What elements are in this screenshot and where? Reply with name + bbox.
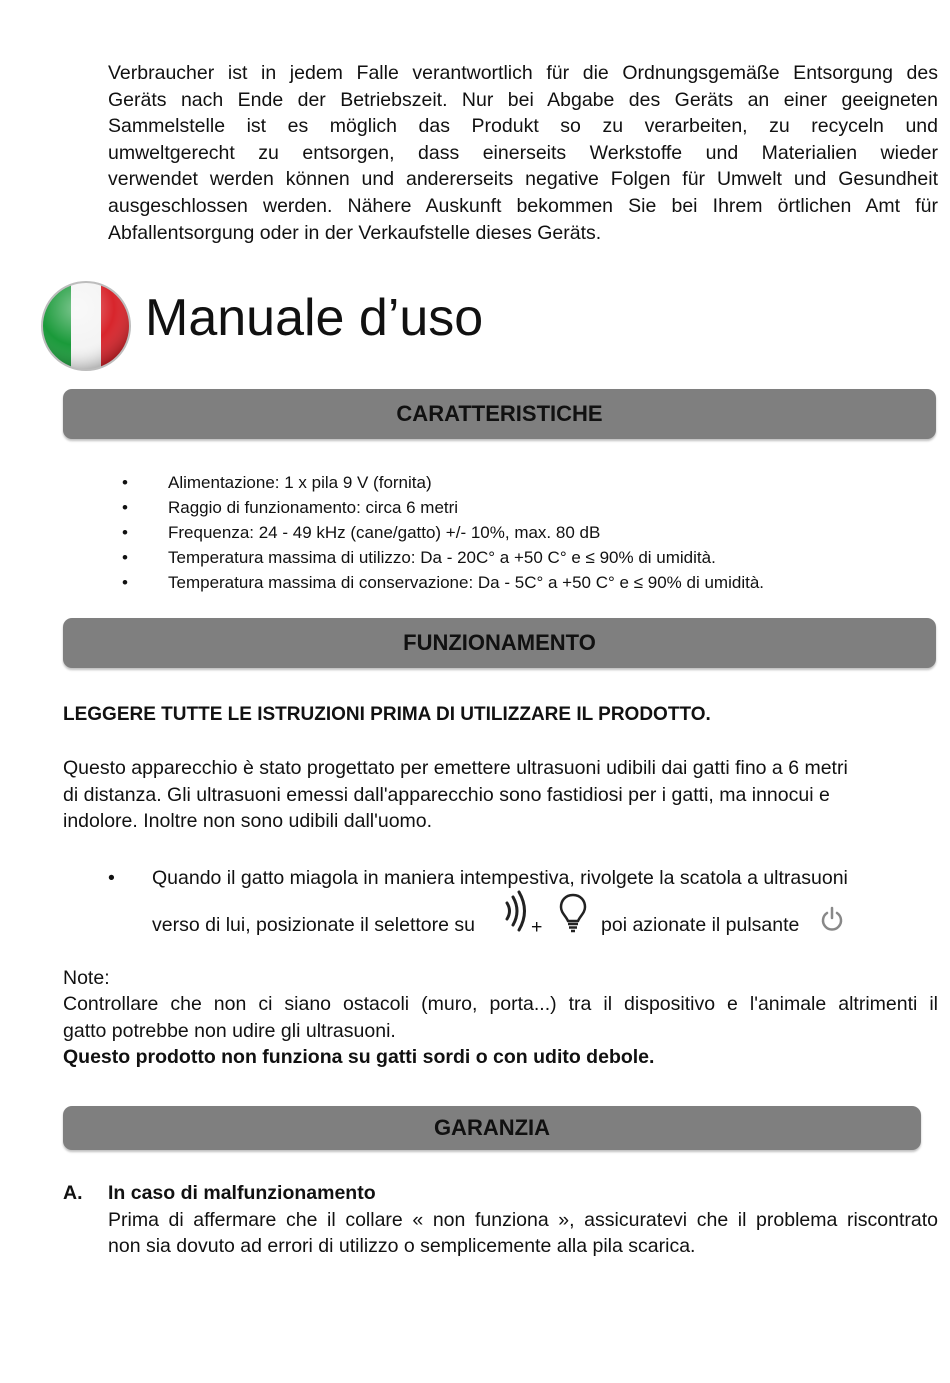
note-bold-line: Questo prodotto non funziona su gatti sordi o con udito debole. bbox=[63, 1046, 655, 1069]
note-line: gatto potrebbe non udire gli ultrasuoni. bbox=[63, 1019, 396, 1042]
bullet: • bbox=[122, 548, 128, 567]
note-paragraph bbox=[63, 991, 938, 1071]
warranty-item-letter: A. bbox=[63, 1182, 83, 1204]
light-bulb-icon bbox=[558, 892, 588, 934]
description-line: Questo apparecchio è stato progettato per emettere ultrasuoni udibili dai gatti fino a 6 metri bbox=[63, 757, 848, 779]
bullet: • bbox=[122, 498, 128, 517]
italian-flag-icon bbox=[40, 280, 132, 372]
warranty-item-title: In caso di malfunzionamento bbox=[108, 1182, 376, 1204]
warranty-banner bbox=[63, 1106, 921, 1150]
bullet: • bbox=[122, 523, 128, 542]
warranty-heading: GARANZIA bbox=[433, 1115, 551, 1140]
features-banner bbox=[63, 389, 936, 439]
features-heading: CARATTERISTICHE bbox=[396, 401, 603, 426]
manual-title: Manuale d’uso bbox=[145, 289, 484, 347]
feature-text: Temperatura massima di conservazione: Da - 5C° a +50 C° e ≤ 90% di umidità. bbox=[168, 573, 764, 592]
description-paragraph bbox=[63, 755, 923, 835]
intro-line: Geräts nach Ende der Betriebszeit. Nur bei Abgabe des Geräts an einer geeigneten bbox=[108, 88, 938, 111]
step-line: Quando il gatto miagola in maniera intempestiva, rivolgete la scatola a ultrasuoni bbox=[152, 867, 848, 889]
description-line: indolore. Inoltre non sono udibili dall'uomo. bbox=[63, 810, 433, 833]
operation-banner bbox=[63, 618, 936, 668]
feature-text: Raggio di funzionamento: circa 6 metri bbox=[168, 498, 459, 517]
warranty-item-line: Prima di affermare che il collare « non funziona », assicuratevi che il problema riscontrato bbox=[108, 1208, 938, 1231]
power-icon bbox=[820, 906, 844, 932]
warranty-item-line: non sia dovuto ad errori di utilizzo o semplicemente alla pila scarica. bbox=[108, 1235, 696, 1258]
intro-line: Sammelstelle ist es möglich das Produkt so zu verarbeiten, zu recyceln und bbox=[108, 115, 938, 138]
step-bullet: • bbox=[108, 867, 115, 889]
warranty-item bbox=[108, 1180, 938, 1260]
intro-line: ausgeschlossen werden. Nähere Auskunft bekommen Sie bei Ihrem örtlichen Amt für bbox=[108, 194, 938, 217]
plus-sign: + bbox=[531, 916, 543, 938]
intro-paragraph bbox=[108, 60, 938, 246]
feature-text: Frequenza: 24 - 49 kHz (cane/gatto) +/- 10%, max. 80 dB bbox=[168, 523, 601, 542]
intro-line: Verbraucher ist in jedem Falle verantwortlich für die Ordnungsgemäße Entsorgung des bbox=[108, 62, 938, 84]
ultrasound-waves-icon bbox=[503, 889, 529, 933]
step-instruction-end: poi azionate il pulsante bbox=[601, 914, 800, 936]
warning-text: LEGGERE TUTTE LE ISTRUZIONI PRIMA DI UTILIZZARE IL PRODOTTO. bbox=[63, 704, 711, 725]
feature-text: Temperatura massima di utilizzo: Da - 20C° a +50 C° e ≤ 90% di umidità. bbox=[168, 548, 716, 567]
step-instruction: verso di lui, posizionate il selettore su bbox=[152, 914, 475, 936]
intro-line: Abfallentsorgung oder in der Verkaufstelle dieses Geräts. bbox=[108, 221, 602, 244]
operation-heading: FUNZIONAMENTO bbox=[403, 630, 596, 655]
note-line: Controllare che non ci siano ostacoli (muro, porta...) tra il dispositivo e l'animale altrimenti il bbox=[63, 993, 938, 1015]
note-label: Note: bbox=[63, 967, 110, 989]
intro-line: umweltgerecht zu entsorgen, dass einerseits Werkstoffe und Materialien wieder bbox=[108, 141, 938, 164]
bullet: • bbox=[122, 573, 128, 592]
description-line: di distanza. Gli ultrasuoni emessi dall'apparecchio sono fastidiosi per i gatti, ma innocui e bbox=[63, 783, 830, 806]
intro-line: verwendet werden können und andererseits negative Folgen für Umwelt und Gesundheit bbox=[108, 168, 938, 191]
feature-text: Alimentazione: 1 x pila 9 V (fornita) bbox=[168, 473, 432, 492]
bullet: • bbox=[122, 473, 128, 492]
